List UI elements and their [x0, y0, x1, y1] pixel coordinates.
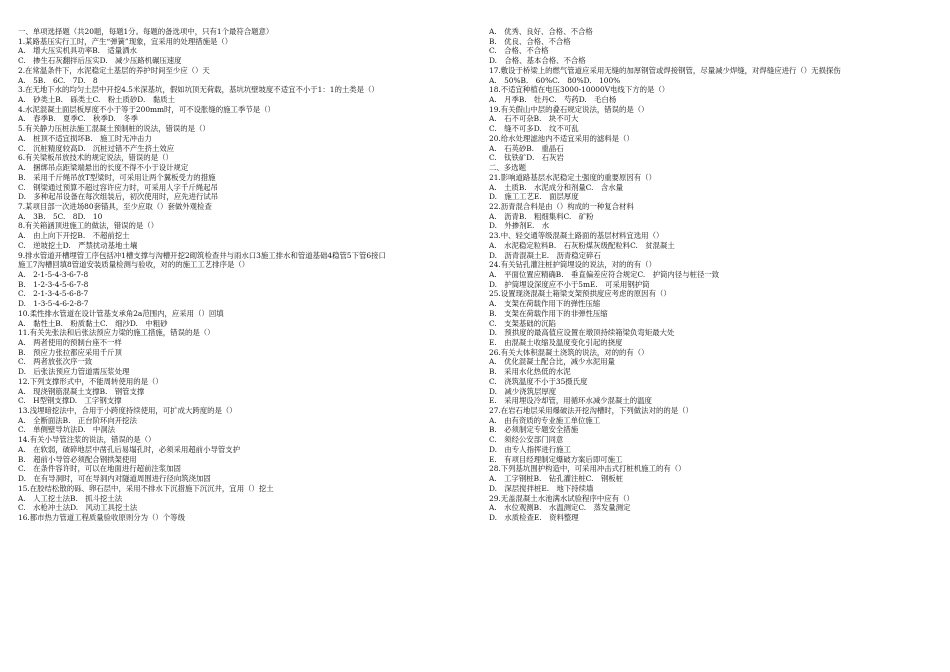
right-column-line: A. 优化混凝土配合比，减少水泥用量	[489, 357, 615, 367]
right-column-line: E. 采用埋设冷却管，用循环水减少混凝土的温度	[489, 396, 652, 406]
left-column-line: C. 掺生石灰翻拌后压实D. 减少压路机碾压速度	[18, 56, 182, 66]
right-column-line: A. 水泥稳定粒料B. 石灰粉煤灰级配粒料C. 贫混凝土	[489, 240, 675, 250]
left-column-line: A. 增大压实机具功率B. 适量洒水	[18, 46, 137, 56]
left-column-line: A. 砂类土B. 砾类土C. 粉土质砂D. 黏质土	[18, 95, 175, 105]
right-column-line: B. 优良、合格、不合格	[489, 36, 571, 46]
left-column-line: 1.某路基压实行工时，产生“弹簧”现象，宜采用的处理措施是（）	[18, 36, 233, 46]
right-column-line: C. 须经公安部门同意	[489, 435, 564, 445]
right-column-line: 23.中、轻交通等级混凝土路面的基层材料宜选用（）	[489, 231, 664, 241]
left-column-line: C. 沉桩精度较高D. 沉桩过错不产生挤土效应	[18, 143, 175, 153]
right-column	[489, 27, 937, 523]
left-column-line: A. 全断面法B. 正台阶环向开挖法	[18, 415, 137, 425]
right-column-line: A. 石不可杂B. 块不可大	[489, 114, 579, 124]
right-column-line: D. 外掺剂E. 水	[489, 221, 550, 231]
left-column-line: 15.在胶结松散的砾、卵石层中，采用不排水下沉措施下沉沉井，宜用（）挖土	[18, 483, 274, 493]
left-column-line: B. 1-2-3-4-5-6-7-8	[18, 279, 89, 289]
left-column-line: C. 水枪冲土法D. 风动工具挖土法	[18, 503, 138, 513]
left-column-line: 16.都市热力管道工程质量验收原则分为（）个等级	[18, 512, 185, 522]
left-column-line: 12.下列支撑形式中，不能周转使用的是（）	[18, 376, 163, 386]
left-column-line: C. 钢梁通过预算不超过容许应力时，可采用人字千斤绳起吊	[18, 182, 218, 192]
right-column-line: A. 月季B. 牡丹C. 芍药D. 毛白杨	[489, 95, 617, 105]
right-column-line: 18.不适宜种植在电压3000-10000V电线下方的是（）	[489, 85, 670, 95]
left-column-line: A. 在软弱，破碎地层中凿孔后易塌孔时，必须采用超前小导管支护	[18, 444, 241, 454]
right-column-line: 25.设置现浇混凝土箱梁支架预拱度应考虑的原因有（）	[489, 289, 671, 299]
right-column-line: A. 石英砂B. 重晶石	[489, 143, 564, 153]
right-column-line: 二、多选题	[489, 163, 526, 173]
left-column-line: C. 2-1-3-4-5-6-8-7	[18, 289, 89, 299]
left-column-line: A. 由上向下开挖B. 不超前挖土	[18, 231, 130, 241]
left-column-line: 4.水泥混凝土面层板厚度不小于等于200mm时，可不设胀缝的施工季节是（）	[18, 104, 275, 114]
right-column-line: A. 优秀、良好、合格、不合格	[489, 27, 593, 36]
left-column-line: C. 单侧壁导坑法D. 中洞法	[18, 425, 116, 435]
right-column-line: 29.无盖混凝土水池满水试验程序中应有（）	[489, 493, 634, 503]
left-column-line: A. 5B. 6C. 7D. 8	[18, 75, 98, 85]
left-column-line: C. 逆坡挖土D. 严禁扰动基地土壤	[18, 240, 138, 250]
left-column-line: D. 后张法预应力管道需压浆处理	[18, 367, 130, 377]
right-column-line: E. 由混凝土收缩及温度变化引起的挠度	[489, 338, 623, 347]
right-column-line: D. 水质检查E. 资料整理	[489, 512, 579, 522]
left-column-line: 7.某项目部一次进场80套锚具，至少应取（）套做外观检查	[18, 201, 212, 211]
right-column-line: A. 由有资质的专业施工单位施工	[489, 415, 601, 425]
left-column-line: A. 两者使用的预制台座不一样	[18, 338, 122, 347]
right-column-line: E. 有项目经理制定爆破方案后即可施工	[489, 454, 623, 464]
left-column-line: 10.柔性排水管道在设计管基支承角2a范围内，应采用（）回填	[18, 308, 224, 318]
right-column-line: 20.给水处理滤池内不适宜采用的滤料是（）	[489, 133, 634, 143]
right-column-line: D. 沥青混凝土E. 沥青稳定碎石	[489, 250, 601, 260]
left-column-line: 11.有关先张法和后张法预应力梁的施工措施，错误的是（）	[18, 328, 215, 338]
right-column-line: 21.影响道路基层水泥稳定土强度的重要原因有（）	[489, 172, 656, 182]
left-column-line: 8.有关箱涵顶进施工的做法，错误的是（）	[18, 221, 159, 231]
right-column-line: A. 水位观测B. 水温测定C. 蒸发量测定	[489, 503, 631, 513]
left-column-line: A. 现浇钢筋混凝土支撑B. 钢管支撑	[18, 386, 145, 396]
right-column-line: C. 浇筑温度不小于35摄氏度	[489, 376, 588, 386]
right-column-line: A. 50%B. 60%C. 80%D. 100%	[489, 75, 621, 85]
right-column-line: D. 预拱度的最高值应设置在墩顶持续箱梁负弯矩最大处	[489, 328, 675, 338]
right-column-line: D. 护筒埋设深度应不小于5mE. 可采用钢护筒	[489, 279, 650, 289]
right-column-line: A. 平面位置应精确B. 垂直偏差应符合规定C. 护筒内径与桩径一致	[489, 269, 720, 279]
left-column-line: 一、单项选择题（共20题，每题1分。每题的备选项中，只有1个最符合题意）	[18, 27, 274, 36]
left-column-line: A. 桩顶不适宜损坏B. 施工时无冲击力	[18, 133, 152, 143]
right-column-line: C. 钛铁矿D. 石灰岩	[489, 153, 564, 163]
right-column-line: 17.敷设于桥梁上的燃气管道应采用无缝的加厚钢管或焊接钢管，尽量减少焊缝，对焊缝应进行（）无损探伤	[489, 65, 841, 75]
left-column-line: C. 在条件容许时，可以在地面进行超前注浆加固	[18, 464, 181, 474]
right-column-line: 22.沥青混合料是由（）构成的一种复合材料	[489, 201, 634, 211]
left-column-line: B. 预应力张拉都应采用千斤顶	[18, 347, 122, 357]
left-column-line: A. 捆绑吊点距梁端悬出的长度不得不小于设计规定	[18, 163, 189, 173]
right-column-line: C. 合格、不合格	[489, 46, 549, 56]
left-column-line: 14.有关小导管注浆的说法，错误的是（）	[18, 435, 156, 445]
right-column-line: A. 土质B. 水泥成分和剂量C. 含水量	[489, 182, 624, 192]
left-column-line: C. H型钢支撑D. 工字钢支撑	[18, 396, 122, 406]
left-column-line: 3.在无地下水的均匀土层中开挖4.5米深基坑，假如坑顶无荷载，基坑坑壁坡度不适宜不小于1：1的土类是（）	[18, 85, 379, 95]
left-column-line: D. 多种起吊设备在每次组装后，初次使用时，应先进行试吊	[18, 192, 219, 202]
left-column-line: A. 2-1-5-4-3-6-7-8	[18, 269, 89, 279]
right-column-line: 27.在岩石地层采用爆破法开挖沟槽时，下列做法对的的是（）	[489, 406, 693, 416]
right-column-line: D. 施工工艺E. 面层厚度	[489, 192, 579, 202]
right-column-line: D. 合格、基本合格、不合格	[489, 56, 586, 66]
right-column-line: B. 必须制定专题安全措施	[489, 425, 579, 435]
left-column-line: A. 黏性土B. 粉质黏土C. 细沙D. 中粗砂	[18, 318, 168, 328]
right-column-line: C. 缝不可多D. 纹不可乱	[489, 124, 579, 134]
right-column-line: C. 支架基础的沉陷	[489, 318, 556, 328]
right-column-line: B. 支架在荷载作用下的非弹性压缩	[489, 308, 608, 318]
left-column-line: 6.有关梁板吊放技术的规定说法，错误的是（）	[18, 153, 173, 163]
left-column-line: A. 春季B. 夏季C. 秋季D. 冬季	[18, 114, 138, 124]
right-column-line: 24.有关钻孔灌注桩护筒埋设的说法，对的的有（）	[489, 260, 656, 270]
left-column-line: 施工7沟槽回填8管道安装质量检测与验收，对的的施工工艺排序是（）	[18, 260, 250, 270]
right-column-line: A. 工字钢桩B. 钻孔灌注桩C. 钢板桩	[489, 474, 624, 484]
left-column-line: 9.排水管道开槽埋管工序包括冲1槽支撑与沟槽开挖2砌筑检查井与雨水口3施工排水和管道基础4稳管5下管6接口	[18, 250, 386, 260]
right-column-line: B. 采用水化热低的水泥	[489, 367, 571, 377]
right-column-line: A. 沥青B. 粗细集料C. 矿粉	[489, 211, 594, 221]
right-column-line: D. 减少浇筑层厚度	[489, 386, 557, 396]
left-column-line: A. 3B. 5C. 8D. 10	[18, 211, 103, 221]
right-column-line: 19.有关假山中层的叠石规定说法，错误的是（）	[489, 104, 649, 114]
left-column-line: 13.浅埋暗挖法中，合用于小跨度持续使用，可扩成大跨度的是（）	[18, 406, 237, 416]
left-column-line: C. 两者放张次序一致	[18, 357, 93, 367]
left-column-line: 2.在常温条件下，水泥稳定土基层的养护时间至少应（）天	[18, 65, 210, 75]
left-column-line: B. 超前小导管必须配合钢拱架使用	[18, 454, 137, 464]
right-column-line: D. 深层搅拌桩E. 地下持续墙	[489, 483, 594, 493]
right-column-line: D. 由专人指挥进行施工	[489, 444, 571, 454]
right-column-line: 28.下列基坑围护构造中，可采用冲击式打桩机施工的有（）	[489, 464, 686, 474]
right-column-line: 26.有关大体积混凝土浇筑的说法，对的的有（）	[489, 347, 649, 357]
left-column-line: B. 采用千斤绳吊放T型梁时，可采用让两个翼板受力的措施	[18, 172, 216, 182]
left-column-line: D. 在有导洞时，可在导洞内对隧道周围进行径向筑浇加固	[18, 474, 211, 484]
left-column-line: D. 1-3-5-4-6-2-8-7	[18, 299, 89, 309]
left-column	[18, 27, 466, 523]
left-column-line: A. 人工挖土法B. 抓斗挖土法	[18, 493, 123, 503]
left-column-line: 5.有关静力压桩法施工混凝土预制桩的说法，错误的是（）	[18, 124, 210, 134]
right-column-line: A. 支架在荷载作用下的弹性压缩	[489, 299, 601, 309]
